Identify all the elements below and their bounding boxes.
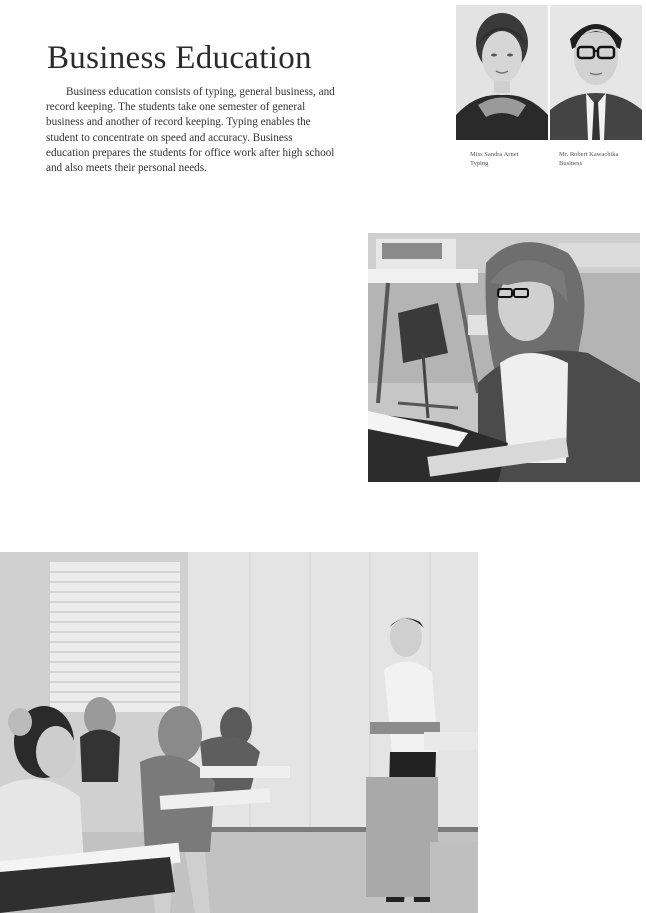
body-paragraph: Business education consists of typing, general business, and record keeping. The students take one semester of general business and another of record keeping. Typing enables the student to concentrate on speed and accuracy. Business education prepares the students for office work after high school and also meets their personal needs. (46, 86, 335, 175)
portrait-photo-sandra-arnet (456, 5, 548, 140)
page-title: Business Education (47, 40, 312, 76)
portrait-photo-robert-kawachika (550, 5, 642, 140)
portrait-caption-1 (470, 150, 518, 168)
teacher-subject: Business (559, 160, 583, 167)
teacher-name: Mr. Robert Kawachika (559, 151, 619, 158)
teacher-name: Miss Sandra Arnet (470, 151, 519, 158)
teacher-subject: Typing (470, 160, 489, 167)
portrait-caption-2 (559, 150, 618, 168)
typing-student-photo (368, 233, 640, 482)
classroom-photo (0, 552, 478, 913)
